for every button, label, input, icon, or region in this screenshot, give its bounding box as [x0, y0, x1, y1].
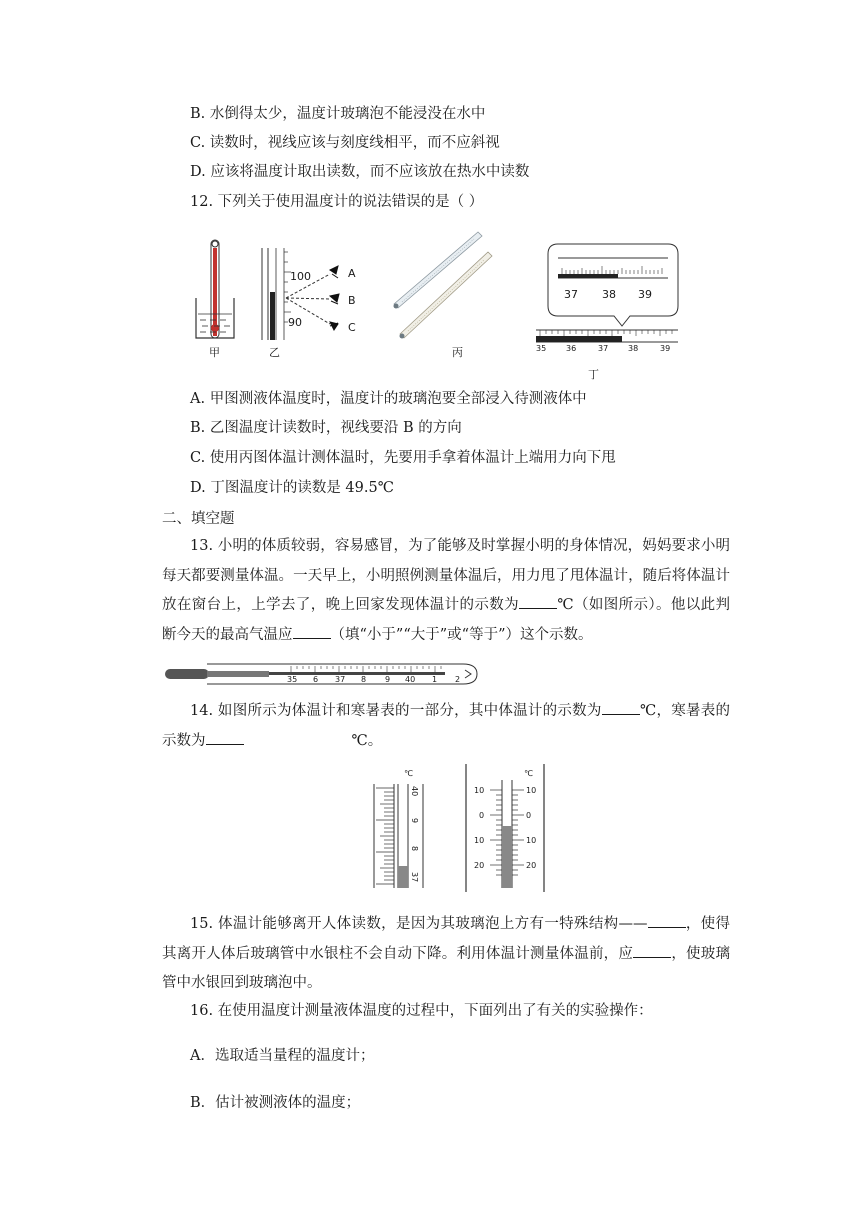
ding-tick-38: 38 — [628, 344, 639, 353]
q12-figure — [190, 222, 690, 384]
hanshu-left-20: 20 — [474, 861, 485, 870]
yi-label: 乙 — [269, 346, 280, 359]
eye-c-icon — [330, 322, 338, 330]
section-title: 二、填空题 — [162, 511, 235, 527]
hanshu-right-10b: 10 — [526, 836, 537, 845]
q13-tick-6: 6 — [313, 675, 319, 684]
q12-stem: 12. 下列关于使用温度计的说法错误的是（ ） — [190, 194, 484, 210]
q13-tick-37: 37 — [335, 675, 346, 684]
hanshu-left-0: 0 — [479, 811, 485, 820]
q13-paragraph — [162, 532, 730, 650]
ding-tick-39: 39 — [660, 344, 671, 353]
q14-paragraph — [162, 697, 730, 756]
yi-tick-90: 90 — [288, 316, 302, 329]
q14-clinical-tick-8: 8 — [410, 846, 419, 852]
ding-thermometer-figure — [536, 244, 678, 381]
q14-clinical-tick-9: 9 — [410, 818, 419, 824]
ding-zoom-tick-37: 37 — [564, 288, 578, 301]
q13-text-3: （填“小于”“大于”或“等于”）这个示数。 — [330, 626, 593, 643]
eye-b-icon — [330, 294, 339, 304]
q13-clinical-thermometer — [163, 658, 483, 692]
yi-label-a: A — [348, 267, 356, 280]
q13-tick-2: 2 — [455, 675, 461, 684]
q12-option-b: B. 乙图温度计读数时，视线要沿 B 的方向 — [190, 420, 462, 436]
q11-option-c: C. 读数时，视线应该与刻度线相平，而不应斜视 — [190, 135, 500, 151]
bing-label: 丙 — [452, 346, 463, 359]
ding-tick-35: 35 — [536, 344, 547, 353]
q14-blank-2[interactable] — [206, 729, 244, 745]
jia-label: 甲 — [209, 346, 220, 359]
q13-tick-40: 40 — [405, 675, 416, 684]
q12-option-d: D. 丁图温度计的读数是 49.5℃ — [190, 480, 394, 496]
yi-label-c: C — [348, 321, 356, 334]
q13-blank-1[interactable] — [519, 593, 557, 609]
q13-tick-9: 9 — [385, 675, 391, 684]
hanshu-left-10b: 10 — [474, 836, 485, 845]
q13-tick-8: 8 — [361, 675, 367, 684]
q14-unit-right: ℃ — [524, 769, 533, 778]
yi-thermometer-figure — [262, 248, 356, 359]
q11-option-b: B. 水倒得太少，温度计玻璃泡不能浸没在水中 — [190, 106, 486, 122]
q14-text-1: 14. 如图所示为体温计和寒暑表的一部分，其中体温计的示数为 — [190, 703, 602, 719]
q15-text-3: ，使玻璃管中水银回到玻璃泡中。 — [162, 945, 730, 991]
q16-item-b: B．估计被测液体的温度； — [190, 1095, 361, 1111]
jia-beaker-figure — [196, 240, 234, 359]
q15-text-1: 15. 体温计能够离开人体读数，是因为其玻璃泡上方有一特殊结构—— — [190, 916, 648, 932]
q14-unit-left: ℃ — [404, 769, 413, 778]
q15-blank-1[interactable] — [648, 912, 686, 928]
yi-tick-100: 100 — [290, 270, 311, 283]
q14-clinical-tick-37: 37 — [410, 872, 419, 883]
q13-text-2: ℃（如图所示）。他以此判断今天的最高气温应 — [162, 597, 730, 643]
q14-text-3: ℃。 — [351, 732, 383, 749]
q15-paragraph — [162, 910, 730, 999]
q14-blank-1[interactable] — [602, 699, 640, 715]
hanshu-right-10: 10 — [526, 786, 537, 795]
hanshu-right-20: 20 — [526, 861, 537, 870]
eye-a-icon — [330, 266, 338, 278]
hanshu-left-10: 10 — [474, 786, 485, 795]
q15-text-2: ，使得其离开人体后玻璃管中水银柱不会自动下降。利用体温计测量体温前，应 — [162, 916, 730, 962]
yi-label-b: B — [348, 294, 356, 307]
q13-tick-1: 1 — [432, 675, 438, 684]
q13-blank-2[interactable] — [293, 623, 331, 639]
q16-stem: 16. 在使用温度计测量液体温度的过程中，下面列出了有关的实验操作： — [190, 1003, 653, 1019]
ding-tick-37: 37 — [598, 344, 609, 353]
ding-zoom-tick-38: 38 — [602, 288, 616, 301]
q14-figure — [368, 762, 552, 894]
q13-text-1: 13. 小明的体质较弱，容易感冒，为了能够及时掌握小明的身体情况，妈妈要求小明每天都要测量体温。一天早上，小明照例测量体温后，用力甩了甩体温计，随后将体温计放在窗台上，上学去了，晚上回家发现体温计的示数为 — [162, 538, 730, 613]
q14-clinical-tick-40: 40 — [410, 786, 419, 797]
hanshu-thermometer — [466, 764, 544, 892]
q13-tick-35: 35 — [287, 675, 298, 684]
q11-option-d: D. 应该将温度计取出读数，而不应该放在热水中读数 — [190, 164, 530, 180]
ding-label: 丁 — [588, 368, 599, 381]
hanshu-right-0: 0 — [526, 811, 532, 820]
q12-option-c: C. 使用丙图体温计测体温时，先要用手拿着体温计上端用力向下甩 — [190, 450, 616, 466]
q14-text-2: ℃，寒暑表的示数为 — [162, 703, 730, 749]
q12-option-a: A. 甲图测液体温度时，温度计的玻璃泡要全部浸入待测液体中 — [190, 391, 587, 407]
bing-thermometers-figure — [394, 232, 493, 359]
q15-blank-2[interactable] — [633, 942, 671, 958]
clinical-thermometer-vertical — [374, 769, 423, 888]
ding-tick-36: 36 — [566, 344, 577, 353]
q16-item-a: A．选取适当量程的温度计； — [190, 1048, 375, 1064]
ding-zoom-tick-39: 39 — [638, 288, 652, 301]
